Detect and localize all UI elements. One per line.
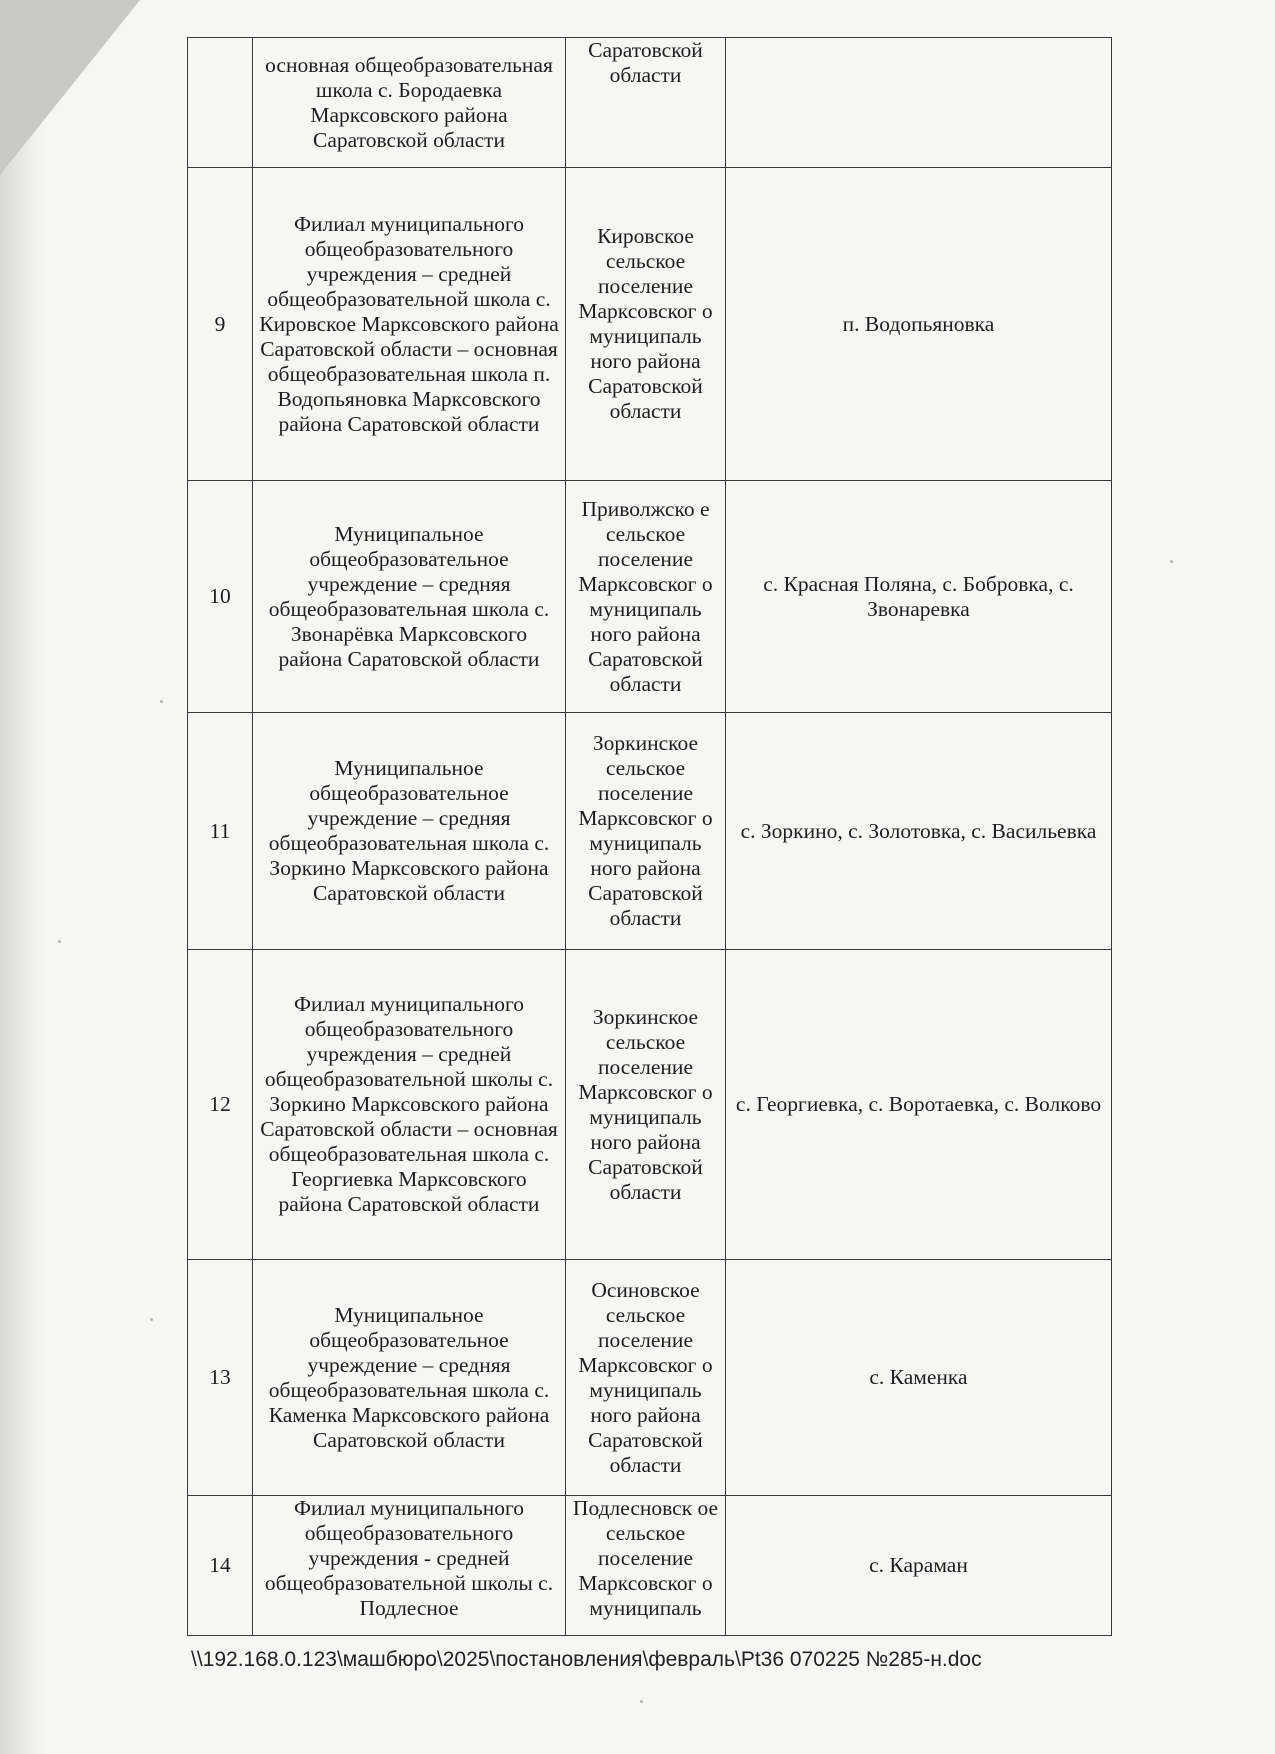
settlement-name: Кировское сельское поселение Марксовског о муниципаль ного района Саратовской области (566, 168, 726, 481)
villages-list: п. Водопьяновка (726, 168, 1112, 481)
scan-speck (640, 1700, 643, 1703)
row-number (188, 38, 253, 168)
row-number: 12 (188, 950, 253, 1260)
school-name: Филиал муниципального общеобразовательного учреждения – средней общеобразовательной школа с. Кировское Марксовского района Саратовской области – основная общеобразовательная школа п. Водопьяновка Марксовского района Саратовской области (253, 168, 566, 481)
table-row (188, 168, 1112, 481)
row-number: 10 (188, 481, 253, 713)
villages-list: с. Караман (726, 1496, 1112, 1636)
row-number: 9 (188, 168, 253, 481)
scan-speck (150, 1318, 153, 1321)
scan-corner-shadow (0, 0, 140, 175)
row-number: 11 (188, 713, 253, 950)
school-name: Муниципальное общеобразовательное учреждение – средняя общеобразовательная школа с. Звонарёвка Марксовского района Саратовской области (253, 481, 566, 713)
settlement-name: Саратовской области (566, 38, 726, 168)
settlement-name: Осиновское сельское поселение Марксовског о муниципаль ного района Саратовской области (566, 1260, 726, 1496)
villages-list: с. Красная Поляна, с. Бобровка, с. Звонаревка (726, 481, 1112, 713)
villages-list (726, 38, 1112, 168)
scan-speck (160, 700, 163, 703)
schools-table (187, 37, 1112, 1636)
settlement-name: Зоркинское сельское поселение Марксовског о муниципаль ного района Саратовской области (566, 713, 726, 950)
school-name: Филиал муниципального общеобразовательного учреждения - средней общеобразовательной школы с. Подлесное (253, 1496, 566, 1636)
school-name: Муниципальное общеобразовательное учреждение – средняя общеобразовательная школа с. Каменка Марксовского района Саратовской области (253, 1260, 566, 1496)
school-name: Муниципальное общеобразовательное учреждение – средняя общеобразовательная школа с. Зоркино Марксовского района Саратовской области (253, 713, 566, 950)
table-row (188, 713, 1112, 950)
school-name: Филиал муниципального общеобразовательного учреждения – средней общеобразовательной школы с. Зоркино Марксовского района Саратовской области – основная общеобразовательная школа с. Георгиевка Марксовского района Саратовской области (253, 950, 566, 1260)
villages-list: с. Каменка (726, 1260, 1112, 1496)
table-row (188, 1496, 1112, 1636)
table-row (188, 38, 1112, 168)
row-number: 13 (188, 1260, 253, 1496)
table-row (188, 950, 1112, 1260)
scan-edge-shadow (0, 0, 44, 1754)
settlement-name: Зоркинское сельское поселение Марксовског о муниципаль ного района Саратовской области (566, 950, 726, 1260)
row-number: 14 (188, 1496, 253, 1636)
school-name: основная общеобразовательная школа с. Бородаевка Марксовского района Саратовской области (253, 38, 566, 168)
settlement-name: Приволжско е сельское поселение Марксовског о муниципаль ного района Саратовской области (566, 481, 726, 713)
villages-list: с. Зоркино, с. Золотовка, с. Васильевка (726, 713, 1112, 950)
scan-speck (1170, 560, 1173, 563)
scan-speck (58, 940, 61, 943)
table-row (188, 1260, 1112, 1496)
villages-list: с. Георгиевка, с. Воротаевка, с. Волково (726, 950, 1112, 1260)
settlement-name: Подлесновск ое сельское поселение Марксовског о муниципаль (566, 1496, 726, 1636)
document-file-path: \\192.168.0.123\машбюро\2025\постановления\февраль\Pt36 070225 №285-н.doc (191, 1648, 982, 1671)
table-row (188, 481, 1112, 713)
